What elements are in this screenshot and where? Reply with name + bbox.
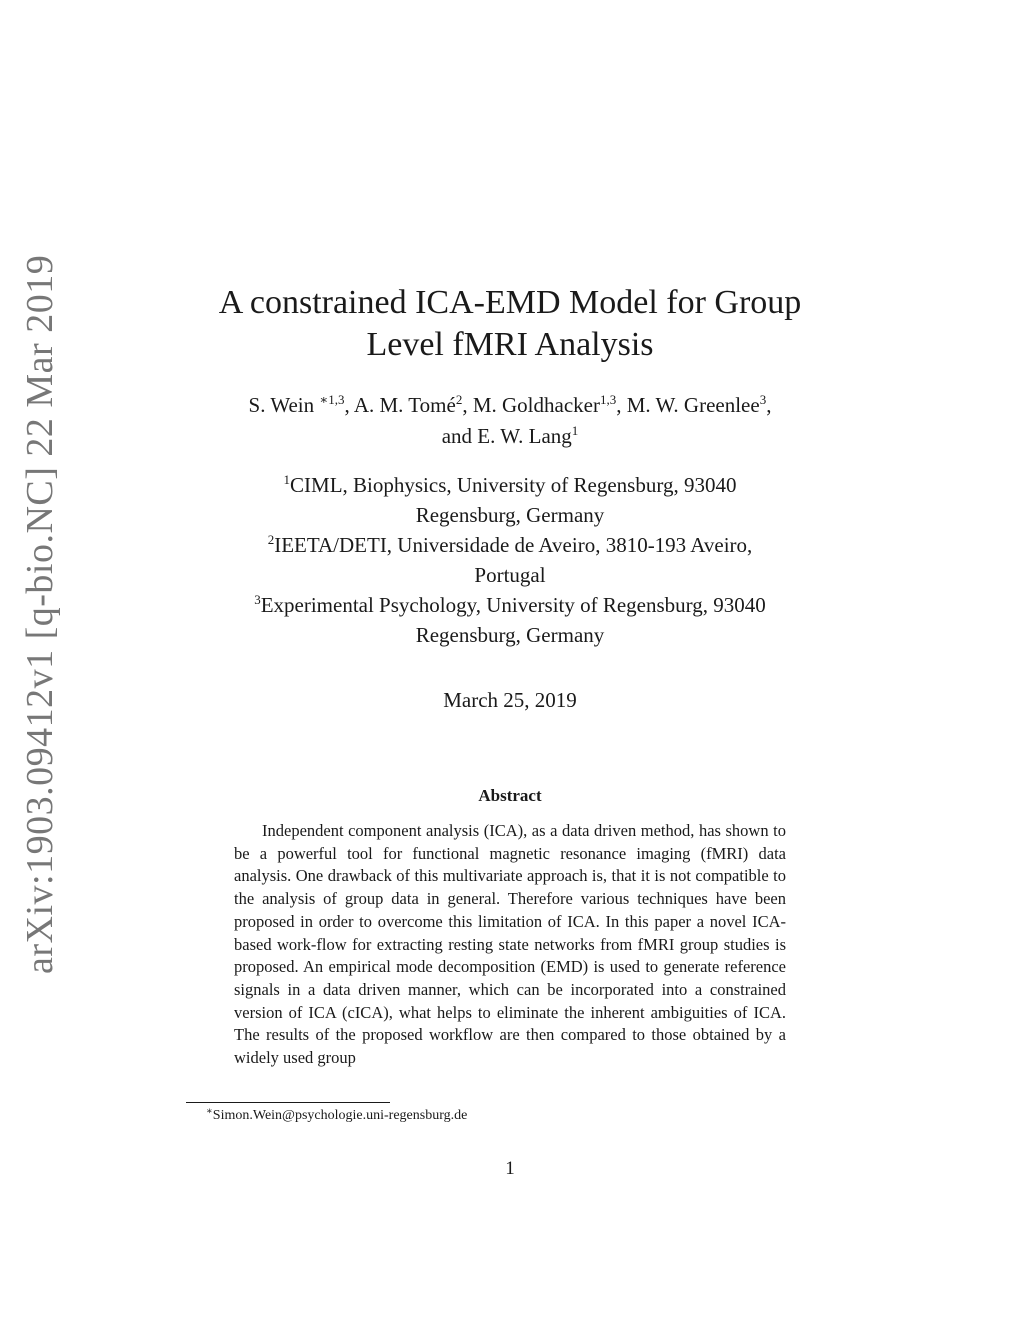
affiliation-list: [160, 470, 860, 650]
author-separator: ,: [344, 393, 354, 417]
page-number: 1: [505, 1158, 515, 1179]
author-separator: ,: [462, 393, 473, 417]
affiliation-item: [160, 530, 860, 590]
author-name: S. Wein: [248, 393, 320, 417]
author-name: A. M. Tomé: [353, 393, 456, 417]
affiliation-line: Experimental Psychology, University of Regensburg, 93040: [260, 593, 766, 617]
author-affiliation-mark: ∗1,3: [319, 392, 345, 407]
abstract-body: Independent component analysis (ICA), as a data driven method, has shown to be a powerful tool for functional magnetic resonance imaging (fMRI) data analysis. One drawback of this multivariate approach is, that it is not compatible to the analysis of group data in general. Therefore various techniques have been proposed in order to overcome this limitation of ICA. In this paper a novel ICA-based work-flow for extracting resting state networks from fMRI group studies is proposed. An empirical mode decomposition (EMD) is used to generate reference signals in a data driven manner, which can be incorporated into a constrained version of ICA (cICA), what helps to eliminate the inherent ambiguities of ICA. The results of the proposed workflow are then compared to those obtained by a widely used group: [234, 821, 786, 1068]
author-affiliation-mark: 2: [455, 392, 463, 407]
affiliation-line: Regensburg, Germany: [415, 623, 605, 647]
affiliation-line: CIML, Biophysics, University of Regensburg, 93040: [290, 473, 737, 497]
author-affiliation-mark: 1: [571, 423, 579, 438]
affiliation-line: IEETA/DETI, Universidade de Aveiro, 3810-193 Aveiro,: [274, 533, 753, 557]
footnote-mark: ∗: [206, 1106, 213, 1117]
publication-date: March 25, 2019: [443, 688, 577, 712]
footnote-email: Simon.Wein@psychologie.uni-regensburg.de: [212, 1108, 468, 1123]
author-affiliation-mark: 3: [759, 392, 767, 407]
author-name: and E. W. Lang: [441, 424, 572, 448]
affiliation-number: 2: [267, 532, 275, 547]
footnote-divider: [186, 1102, 390, 1103]
author-separator: ,: [616, 393, 627, 417]
author-list: [160, 390, 860, 452]
abstract-heading: Abstract: [478, 786, 542, 805]
author-separator: ,: [766, 393, 772, 417]
affiliation-number: 1: [283, 472, 291, 487]
paper-title: [160, 282, 860, 366]
affiliation-item: [160, 590, 860, 650]
footnote: [206, 1106, 806, 1126]
arxiv-identifier-stamp: arXiv:1903.09412v1 [q-bio.NC] 22 Mar 2019: [19, 254, 61, 974]
affiliation-line: Portugal: [474, 563, 546, 587]
affiliation-number: 3: [254, 592, 261, 607]
affiliation-item: [160, 470, 860, 530]
affiliation-line: Regensburg, Germany: [415, 503, 605, 527]
author-name: M. Goldhacker: [472, 393, 600, 417]
author-affiliation-mark: 1,3: [599, 392, 617, 407]
title-line-1: A constrained ICA-EMD Model for Group: [218, 284, 802, 321]
author-name: M. W. Greenlee: [626, 393, 760, 417]
title-line-2: Level fMRI Analysis: [366, 326, 654, 363]
